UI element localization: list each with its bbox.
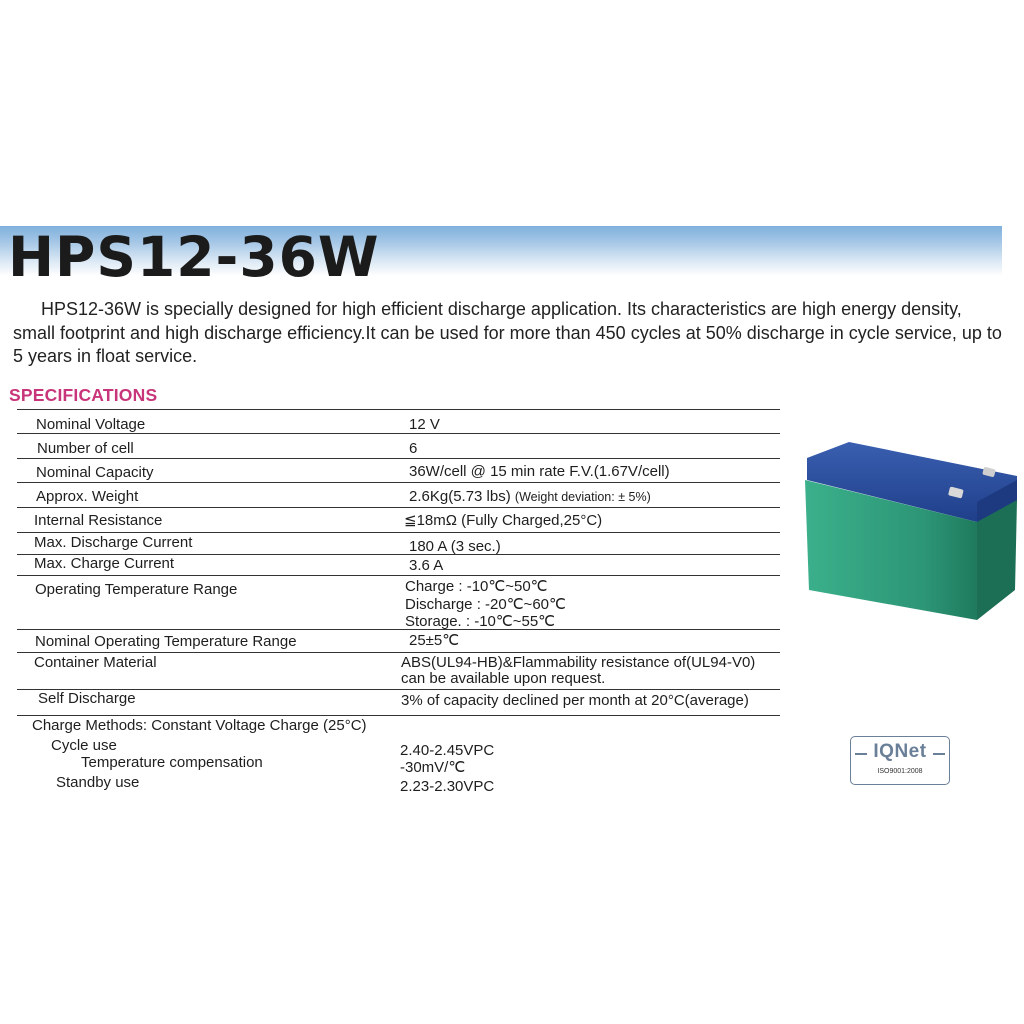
- spec-value-cycle-use: 2.40-2.45VPC: [400, 742, 495, 759]
- spec-label-max-charge: Max. Charge Current: [34, 555, 175, 572]
- table-rule: [17, 458, 780, 459]
- iso-standard-label: ISO9001:2008: [877, 768, 923, 775]
- spec-label-number-of-cell: Number of cell: [37, 440, 134, 457]
- iqnet-certification-logo: [850, 736, 950, 785]
- spec-value-nominal-voltage: 12 V: [409, 416, 440, 433]
- table-rule: [17, 715, 780, 716]
- spec-value-max-charge: 3.6 A: [409, 557, 444, 574]
- spec-value-container-material-line1: ABS(UL94-HB)&Flammability resistance of(UL94-V0): [401, 654, 756, 671]
- spec-label-operating-temperature: Operating Temperature Range: [35, 581, 238, 598]
- table-rule: [17, 575, 780, 576]
- spec-value-weight: [409, 488, 651, 506]
- spec-label-standby-use: Standby use: [56, 774, 140, 791]
- spec-label-container-material: Container Material: [34, 654, 157, 671]
- table-rule: [17, 482, 780, 483]
- spec-label-weight: Approx. Weight: [36, 488, 139, 505]
- spec-value-nominal-operating-temperature: 25±5℃: [409, 632, 460, 649]
- spec-label-internal-resistance: Internal Resistance: [34, 512, 163, 529]
- spec-label-cycle-use: Cycle use: [51, 737, 117, 754]
- spec-value-discharge-temperature: Discharge : -20℃~60℃: [405, 596, 566, 613]
- table-rule: [17, 507, 780, 508]
- spec-value-container-material-line2: can be available upon request.: [401, 670, 606, 687]
- table-rule: [17, 629, 780, 630]
- spec-label-self-discharge: Self Discharge: [38, 690, 136, 707]
- product-description: HPS12-36W is specially designed for high efficient discharge application. Its characteristics are high energy density, small footprint and high discharge efficiency.It can be used for more than 450 cycles at 50% discharge in cycle service, up to 5 years in float service.: [13, 299, 1002, 366]
- product-title: HPS12-36W: [8, 226, 380, 289]
- spec-value-charge-temperature: Charge : -10℃~50℃: [405, 578, 548, 595]
- spec-value-standby-use: 2.23-2.30VPC: [400, 778, 495, 795]
- logo-rule-right: [933, 753, 945, 755]
- spec-value-max-discharge: 180 A (3 sec.): [409, 538, 501, 555]
- spec-value-internal-resistance: ≦18mΩ (Fully Charged,25°C): [404, 512, 603, 529]
- table-rule: [17, 433, 780, 434]
- specifications-heading: SPECIFICATIONS: [9, 385, 158, 405]
- weight-value: 2.6Kg(5.73 lbs): [409, 488, 511, 505]
- spec-label-temperature-compensation: Temperature compensation: [81, 754, 263, 771]
- table-rule: [17, 409, 780, 410]
- iqnet-logo-text: IQNet: [873, 741, 927, 762]
- spec-value-nominal-capacity: 36W/cell @ 15 min rate F.V.(1.67V/cell): [409, 463, 670, 480]
- table-rule: [17, 652, 780, 653]
- weight-deviation-note: (Weight deviation: ± 5%): [514, 490, 651, 504]
- spec-label-nominal-voltage: Nominal Voltage: [36, 416, 146, 433]
- spec-value-temperature-compensation: -30mV/℃: [400, 759, 466, 776]
- spec-label-charge-methods: Charge Methods: Constant Voltage Charge (25°C): [32, 717, 367, 734]
- spec-value-self-discharge: 3% of capacity declined per month at 20°C(average): [401, 692, 749, 709]
- datasheet: [0, 226, 1024, 798]
- spec-label-nominal-capacity: Nominal Capacity: [36, 464, 154, 481]
- spec-label-max-discharge: Max. Discharge Current: [34, 534, 193, 551]
- spec-label-nominal-operating-temperature: Nominal Operating Temperature Range: [35, 633, 297, 650]
- table-rule: [17, 532, 780, 533]
- battery-image: [803, 440, 1021, 622]
- spec-value-number-of-cell: 6: [409, 440, 418, 457]
- spec-value-storage-temperature: Storage. : -10℃~55℃: [405, 613, 556, 630]
